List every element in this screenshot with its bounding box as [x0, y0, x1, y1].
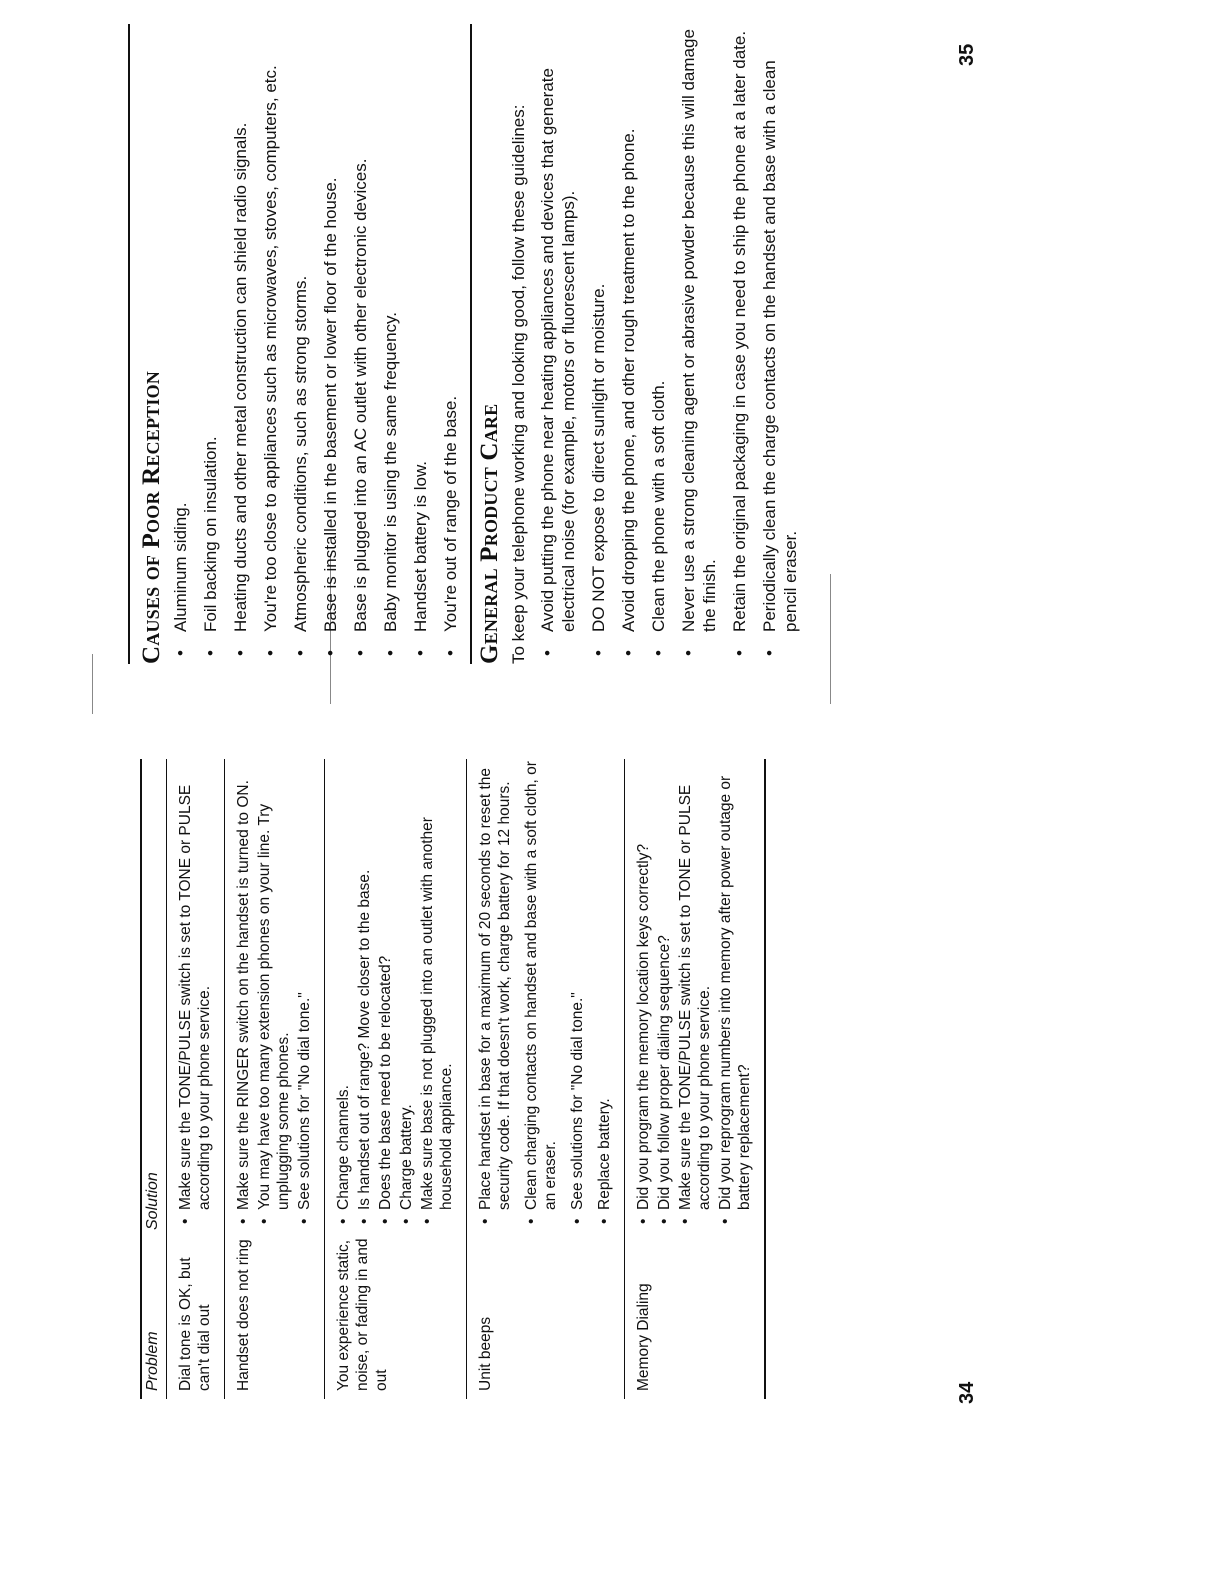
solution-item: • Make sure the RINGER switch on the handset is turned to ON.: [234, 759, 253, 1230]
solution-item: • Did you program the memory location keys correctly?: [634, 759, 653, 1230]
solution-item: • Did you follow proper dialing sequence?: [655, 759, 674, 1230]
list-item: • Retain the original packaging in case you need to ship the phone at a later date.: [729, 24, 750, 664]
problem-cell: Handset does not ring: [235, 1239, 252, 1391]
list-item: • Aluminum siding.: [170, 24, 191, 664]
solution-item: • Make sure base is not plugged into an outlet with another household appliance.: [418, 759, 456, 1230]
list-item: • Baby monitor is using the same frequency.: [380, 24, 401, 664]
header-solution: Solution: [144, 1172, 161, 1230]
table-row: [325, 759, 467, 1399]
problem-cell: Memory Dialing: [635, 1283, 652, 1391]
fold-mark: [92, 654, 93, 714]
solution-item: • Clean charging contacts on handset and base with a soft cloth, or an eraser.: [522, 759, 560, 1230]
header-problem: Problem: [144, 1331, 161, 1391]
fold-mark: [830, 574, 831, 704]
solution-item: • Place handset in base for a maximum of 20 seconds to reset the security code. If that doesn't work, charge battery for 12 hours.: [476, 759, 514, 1230]
problem-cell: Dial tone is OK, but can't dial out: [177, 1257, 213, 1391]
list-item: • Clean the phone with a soft cloth.: [648, 24, 669, 664]
list-item: • Avoid dropping the phone, and other rough treatment to the phone.: [618, 24, 639, 664]
problem-cell: Unit beeps: [477, 1316, 494, 1391]
table-row: [225, 759, 325, 1399]
list-item: • Avoid putting the phone near heating appliances and devices that generate electrical noise (for example, motors or fluorescent lamps).: [537, 24, 579, 664]
solution-list: [234, 759, 314, 1230]
product-care-list: [537, 24, 801, 664]
solution-item: • Replace battery.: [595, 759, 614, 1230]
solution-list: [476, 759, 614, 1230]
poor-reception-list: [170, 24, 461, 664]
solution-list: [176, 759, 214, 1230]
solution-item: • Change channels.: [334, 759, 353, 1230]
table-row: [625, 759, 766, 1399]
solution-item: • See solutions for "No dial tone.": [568, 759, 587, 1230]
table-row: [467, 759, 625, 1399]
problem-cell: You experience static, noise, or fading in and out: [335, 1238, 390, 1391]
solution-item: • Make sure the TONE/PULSE switch is set to TONE or PULSE according to your phone service.: [676, 759, 714, 1230]
page-number-right: 35: [956, 43, 978, 66]
list-item: • Handset battery is low.: [410, 24, 431, 664]
section-title-poor-reception: Causes of Poor Reception: [128, 24, 168, 664]
table-header: [140, 759, 167, 1399]
page-number-left: 34: [956, 1381, 978, 1404]
table-row: [167, 759, 225, 1399]
solution-list: [634, 759, 754, 1230]
list-item: • Heating ducts and other metal construction can shield radio signals.: [230, 24, 251, 664]
list-item: • Foil backing on insulation.: [200, 24, 221, 664]
solution-item: • Does the base need to be relocated?: [376, 759, 395, 1230]
solution-list: [334, 759, 456, 1230]
solution-item: • Charge battery.: [397, 759, 416, 1230]
list-item: • Atmospheric conditions, such as strong storms.: [290, 24, 311, 664]
section-title-product-care: General Product Care: [470, 24, 506, 664]
list-item: • Base is installed in the basement or lower floor of the house.: [320, 24, 341, 664]
troubleshooting-table: [140, 759, 766, 1399]
list-item: • DO NOT expose to direct sunlight or moisture.: [588, 24, 609, 664]
list-item: • Base is plugged into an AC outlet with other electronic devices.: [350, 24, 371, 664]
list-item: • Never use a strong cleaning agent or abrasive powder because this will damage the finish.: [678, 24, 720, 664]
solution-item: • You may have too many extension phones on your line. Try unplugging some phones.: [255, 759, 293, 1230]
product-care-intro: To keep your telephone working and looking good, follow these guidelines:: [509, 104, 528, 664]
right-page: [128, 24, 810, 664]
list-item: • You're too close to appliances such as microwaves, stoves, computers, etc.: [260, 24, 281, 664]
solution-item: • Did you reprogram numbers into memory after power outage or battery replacement?: [716, 759, 754, 1230]
solution-item: • Is handset out of range? Move closer to the base.: [355, 759, 374, 1230]
solution-item: • See solutions for "No dial tone.": [295, 759, 314, 1230]
list-item: • Periodically clean the charge contacts on the handset and base with a clean pencil eraser.: [759, 24, 801, 664]
solution-item: • Make sure the TONE/PULSE switch is set to TONE or PULSE according to your phone service.: [176, 759, 214, 1230]
list-item: • You're out of range of the base.: [440, 24, 461, 664]
